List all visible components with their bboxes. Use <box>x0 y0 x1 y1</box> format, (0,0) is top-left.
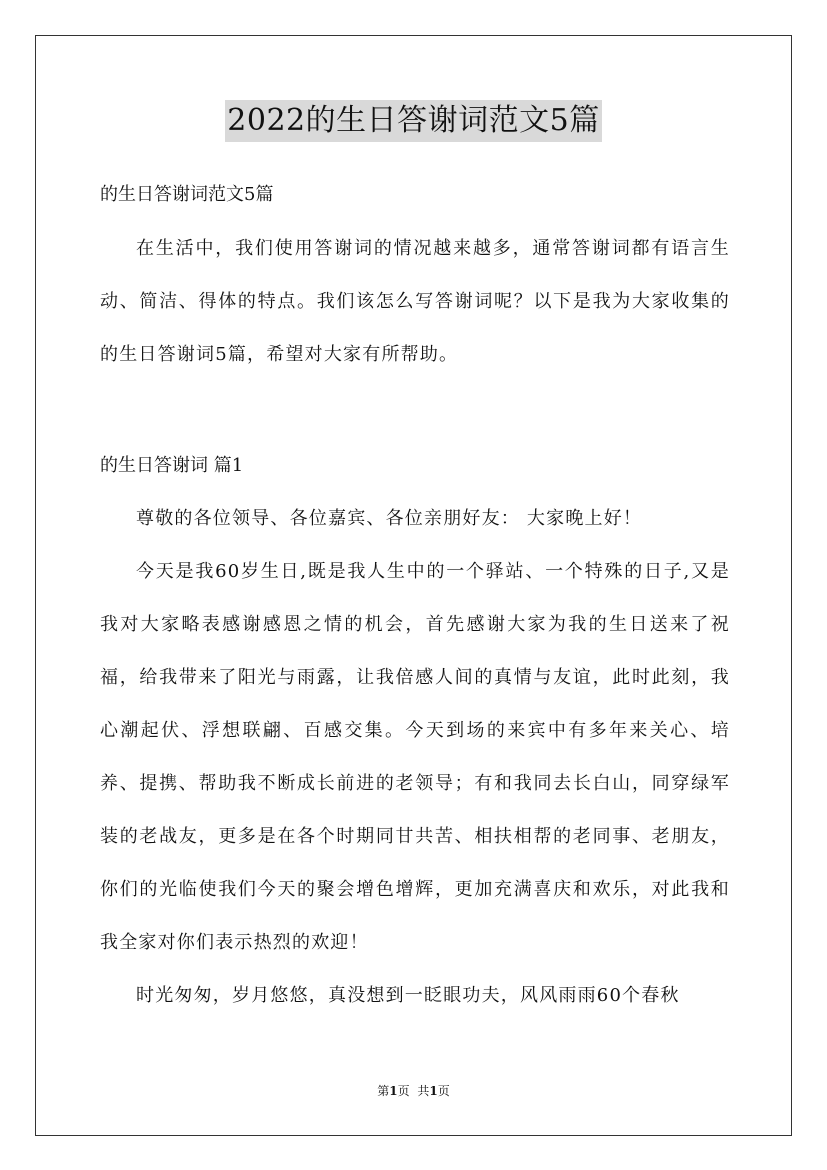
title-container <box>0 100 827 142</box>
section1-paragraph-1: 尊敬的各位领导、各位嘉宾、各位亲朋好友： 大家晚上好！ <box>136 508 643 529</box>
page-footer <box>0 1082 827 1100</box>
section1-heading-block <box>100 453 730 479</box>
intro-paragraph: 在生活中，我们使用答谢词的情况越来越多，通常答谢词都有语言生动、简洁、得体的特点。我们该怎么写答谢词呢？以下是我为大家收集的的生日答谢词5篇，希望对大家有所帮助。 <box>100 238 730 365</box>
intro-heading-block <box>100 182 730 208</box>
footer-page-number: 1 <box>389 1084 398 1098</box>
footer-page-prefix: 第 <box>377 1084 390 1098</box>
intro-heading: 的生日答谢词范文5篇 <box>100 184 274 205</box>
footer-total-pages: 1 <box>429 1084 438 1098</box>
footer-total-suffix: 页 <box>437 1084 450 1098</box>
section1-heading: 的生日答谢词 篇1 <box>100 455 244 476</box>
section1-paragraph-3: 时光匆匆，岁月悠悠，真没想到一眨眼功夫，风风雨雨60个春秋 <box>136 985 680 1006</box>
footer-total-prefix: 共 <box>417 1084 430 1098</box>
intro-block <box>100 222 730 381</box>
document-title: 2022的生日答谢词范文5篇 <box>225 100 601 142</box>
section1-paragraph-2: 今天是我60岁生日,既是我人生中的一个驿站、一个特殊的日子,又是我对大家略表感谢感恩之情的机会，首先感谢大家为我的生日送来了祝福，给我带来了阳光与雨露，让我倍感人间的真情与友谊，此时此刻，我心潮起伏、浮想联翩、百感交集。今天到场的来宾中有多年来关心、培养、提携、帮助我不断成长前进的老领导；有和我同去长白山，同穿绿军装的老战友，更多是在各个时期同甘共苦、相扶相帮的老同事、老朋友，你们的光临使我们今天的聚会增色增辉，更加充满喜庆和欢乐，对此我和我全家对你们表示热烈的欢迎！ <box>100 561 730 953</box>
footer-page-suffix: 页 <box>397 1084 410 1098</box>
section1-body <box>100 492 730 1022</box>
